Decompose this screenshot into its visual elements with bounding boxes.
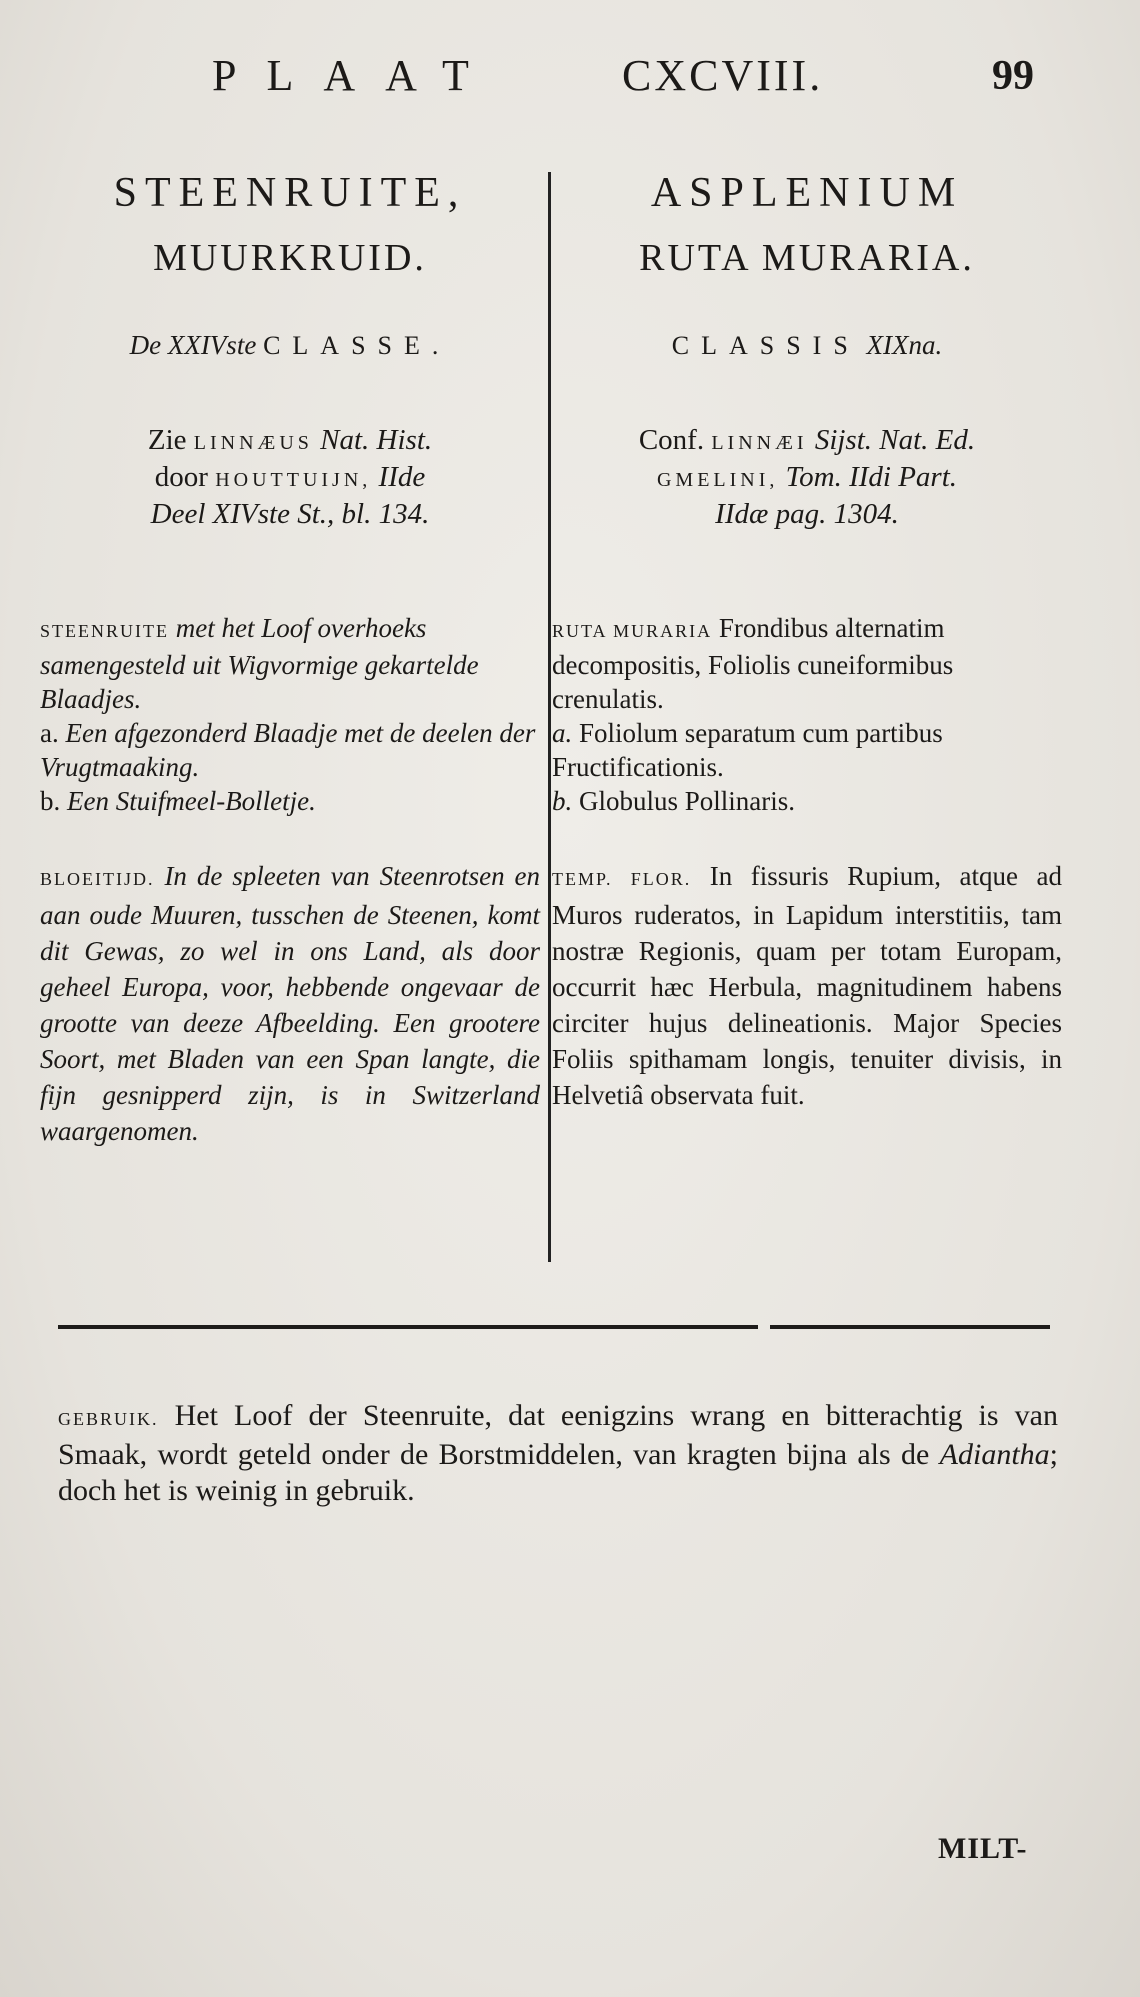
item-b-text: Globulus Pollinaris. bbox=[579, 786, 796, 816]
dutch-class-word: CLASSE. bbox=[263, 331, 451, 360]
ref-door: door bbox=[154, 461, 208, 493]
ref-line-3: IIdæ pag. 1304. bbox=[715, 498, 899, 530]
horizontal-rule-left bbox=[58, 1325, 758, 1329]
latin-class-number: XIXna. bbox=[866, 330, 943, 360]
latin-flowering bbox=[552, 858, 1062, 1113]
temp-text: In fissuris Rupium, atque ad Muros ruderatos, in Lapidum interstitiis, tam nostræ Regionis, quam per totam Europam, occurrit hæc Herbula, magnitudinem habens circiter hujus delineationis. Major Species Foliis spithamam longis, tenuiter divisis, in Helvetiâ observata fuit. bbox=[552, 861, 1062, 1110]
ref-work: Sijst. Nat. Ed. bbox=[814, 424, 976, 456]
item-b-letter: b. bbox=[40, 786, 61, 816]
dutch-title-1: STEENRUITE, bbox=[113, 170, 467, 216]
bloei-label: BLOEITIJD. bbox=[40, 869, 155, 889]
usage-text-2: ; doch het is weinig in gebruik. bbox=[58, 1438, 1059, 1507]
latin-desc-label: RUTA MURARIA bbox=[552, 621, 713, 641]
ref-zie: Zie bbox=[147, 424, 187, 456]
plate-number: CXCVIII. bbox=[622, 51, 824, 100]
ref-volume: IIde bbox=[378, 461, 426, 493]
catchword: MILT- bbox=[938, 1832, 1028, 1865]
dutch-desc-label: STEENRUITE bbox=[40, 621, 169, 641]
dutch-class-prefix: De XXIVste bbox=[129, 330, 257, 360]
usage-italic-word: Adiantha bbox=[939, 1438, 1050, 1471]
page-number: 99 bbox=[992, 53, 1034, 99]
latin-class-word: CLASSIS bbox=[671, 331, 860, 360]
column-divider bbox=[548, 172, 551, 1262]
ref-editor: GMELINI, bbox=[656, 469, 779, 491]
latin-title-1: ASPLENIUM bbox=[650, 170, 964, 216]
item-b-text: Een Stuifmeel-Bolletje. bbox=[67, 786, 316, 816]
item-a-letter: a. bbox=[40, 718, 59, 748]
latin-title-2: RUTA MURARIA. bbox=[639, 237, 975, 279]
latin-class bbox=[552, 330, 1062, 361]
latin-column bbox=[552, 160, 1062, 1113]
dutch-flowering bbox=[40, 858, 540, 1149]
dutch-title-2: MUURKRUID. bbox=[153, 237, 427, 279]
item-a-text: Foliolum separatum cum partibus Fructificationis. bbox=[552, 718, 943, 782]
bloei-text: In de spleeten van Steenrotsen en aan oude Muuren, tusschen de Steenen, komt dit Gewas, zo wel in ons Land, als door geheel Europa, voor, hebbende ongevaar de grootte van deeze Afbeelding. Een grootere Soort, met Bladen van een Span langte, die fijn gesnipperd zijn, is in Switzerland waargenomen. bbox=[40, 861, 541, 1146]
ref-tom: Tom. IIdi Part. bbox=[785, 461, 958, 493]
latin-description bbox=[552, 611, 1062, 818]
dutch-column bbox=[40, 160, 540, 1149]
page-header bbox=[0, 50, 1140, 110]
ref-line-3: Deel XIVste St., bl. 134. bbox=[150, 498, 430, 530]
dutch-desc-text: met het Loof overhoeks samengesteld uit Wigvormige gekartelde Blaadjes. bbox=[40, 613, 479, 714]
item-a-text: Een afgezonderd Blaadje met de deelen der Vrugtmaaking. bbox=[40, 718, 536, 782]
ref-author: LINNÆUS bbox=[193, 432, 313, 454]
ref-author: LINNÆI bbox=[711, 432, 808, 454]
dutch-description bbox=[40, 611, 540, 818]
ref-translator: HOUTTUIJN, bbox=[215, 469, 372, 491]
item-a-letter: a. bbox=[552, 718, 573, 748]
usage-text-1: Het Loof der Steenruite, dat eenigzins wrang en bitterachtig is van Smaak, wordt geteld onder de Borstmiddelen, van kragten bijna als de bbox=[58, 1399, 1059, 1471]
usage-paragraph bbox=[58, 1398, 1058, 1509]
horizontal-rule-right bbox=[770, 1325, 1050, 1329]
ref-conf: Conf. bbox=[638, 424, 705, 456]
dutch-class bbox=[40, 330, 540, 361]
plate-label: PLAAT bbox=[212, 51, 499, 100]
latin-reference bbox=[552, 423, 1062, 531]
temp-label: TEMP. FLOR. bbox=[552, 869, 692, 889]
item-b-letter: b. bbox=[552, 786, 573, 816]
dutch-reference bbox=[40, 423, 540, 531]
latin-desc-text: Frondibus alternatim decompositis, Foliolis cuneiformibus crenulatis. bbox=[552, 613, 954, 714]
usage-label: GEBRUIK. bbox=[58, 1409, 159, 1429]
ref-work: Nat. Hist. bbox=[320, 424, 433, 456]
